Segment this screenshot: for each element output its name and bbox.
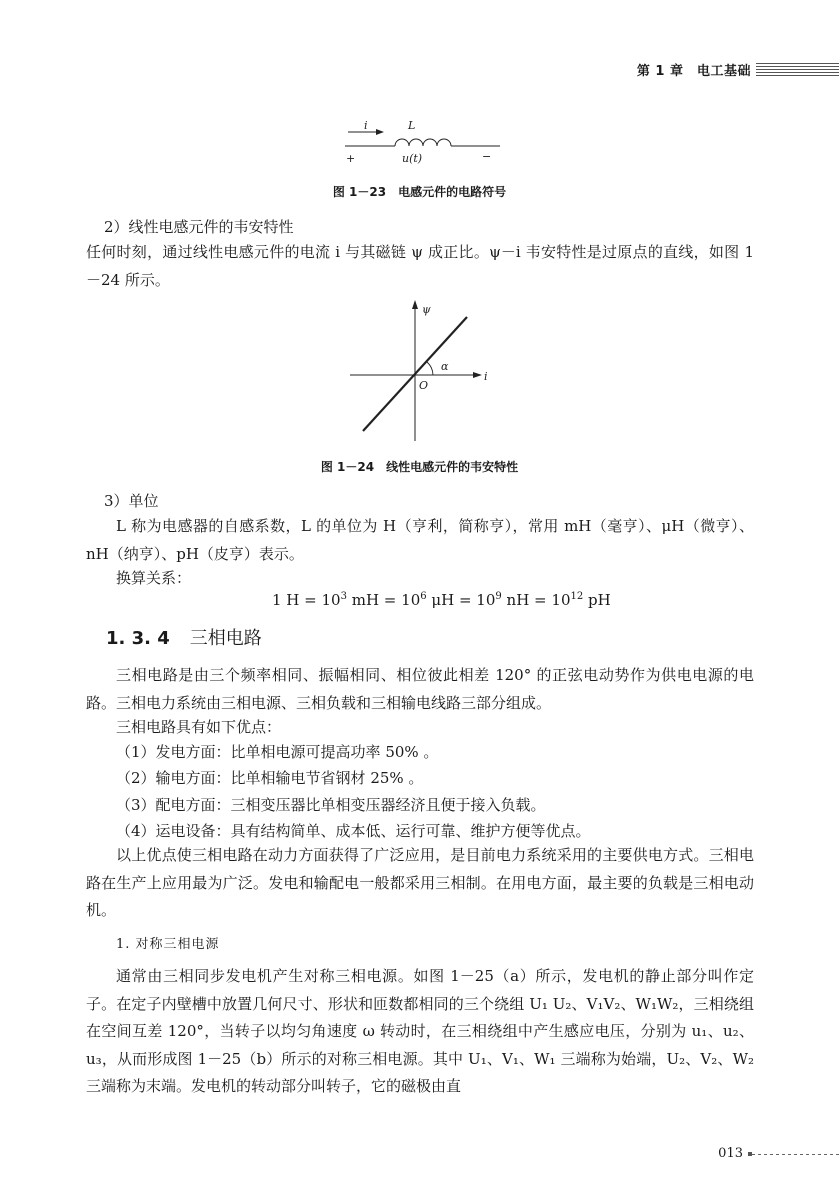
heading-unit: 3）单位 [104, 492, 159, 510]
section-number: 1. 3. 4 [106, 628, 170, 649]
fig23-minus: − [482, 150, 492, 163]
weber-ampere-graph [345, 293, 495, 445]
advantage-item: （2）输电方面：比单相输电节省钢材 25% 。 [116, 769, 424, 787]
fig23-label-i: i [364, 119, 368, 132]
page-header [0, 58, 839, 80]
paragraph-symmetric-source: 通常由三相同步发电机产生对称三相电源。如图 1－25（a）所示，发电机的静止部分叫作定子。在定子内壁槽中放置几何尺寸、形状和匝数都相同的三个绕组 U₁ U₂、V₁V₂、W₁W₂，三相绕组在空间互差 120°，当转子以均匀角速度 ω 转动时，在三相绕组中产生感应电压，分别为 u₁、u₂、u₃，从而形成图 1－25（b）所示的对称三相电源。其中 U₁、V₁、W₁ 三端称为始端，U₂、V₂、W₂ 三端称为末端。发电机的转动部分叫转子，它的磁极由直 [86, 967, 754, 1095]
fig24-axis-i: i [484, 370, 488, 383]
fig24-axis-psi: ψ [422, 303, 431, 316]
section-title [106, 624, 262, 650]
fig23-label-L: L [408, 119, 416, 132]
advantage-item: （3）配电方面：三相变压器比单相变压器经济且便于接入负载。 [116, 796, 546, 814]
inductor-symbol-figure [340, 118, 505, 168]
unit-conversion-formula: 1 $H = 10^3$ mH = $10^6$ $\mu H = 10^9$ nH = $10^{12}$ pH [272, 591, 611, 609]
fig23-plus: + [346, 152, 356, 165]
footer-decoration [752, 1154, 839, 1155]
advantage-item: （1）发电方面：比单相电源可提高功率 50% 。 [116, 743, 439, 761]
fig23-label-u: u(t) [402, 152, 423, 165]
heading-linear-inductor: 2）线性电感元件的韦安特性 [104, 218, 294, 236]
fig24-origin: O [419, 379, 429, 392]
paragraph-weber-ampere: 任何时刻，通过线性电感元件的电流 i 与其磁链 ψ 成正比。ψ－i 韦安特性是过原点的直线，如图 1－24 所示。 [86, 243, 754, 289]
chapter-header: 第 1 章 电工基础 [636, 64, 751, 79]
paragraph-inductance-unit: L 称为电感器的自感系数，L 的单位为 H（亨利，简称亨），常用 mH（毫亨）、μH（微亨）、nH（纳亨）、pH（皮亨）表示。 [86, 517, 754, 563]
subsection-title: 1. 对称三相电源 [116, 937, 220, 952]
page-number: 013 [718, 1146, 743, 1161]
paragraph-applications: 以上优点使三相电路在动力方面获得了广泛应用，是目前电力系统采用的主要供电方式。三相电路在生产上应用最为广泛。发电和输配电一般都采用三相制。在用电方面，最主要的负载是三相电动机。 [86, 846, 754, 919]
header-decoration [756, 63, 839, 77]
advantage-item: （4）运电设备：具有结构简单、成本低、运行可靠、维护方便等优点。 [116, 822, 591, 840]
section-name: 三相电路 [189, 628, 262, 649]
fig24-angle: α [441, 360, 449, 373]
paragraph-three-phase-intro: 三相电路是由三个频率相同、振幅相同、相位彼此相差 120° 的正弦电动势作为供电电源的电路。三相电力系统由三相电源、三相负载和三相输电线路三部分组成。 [86, 666, 754, 712]
conversion-label: 换算关系： [116, 569, 192, 587]
fig24-caption: 图 1－24 线性电感元件的韦安特性 [320, 460, 519, 474]
advantages-intro: 三相电路具有如下优点： [116, 718, 282, 736]
fig23-caption: 图 1－23 电感元件的电路符号 [332, 185, 507, 199]
